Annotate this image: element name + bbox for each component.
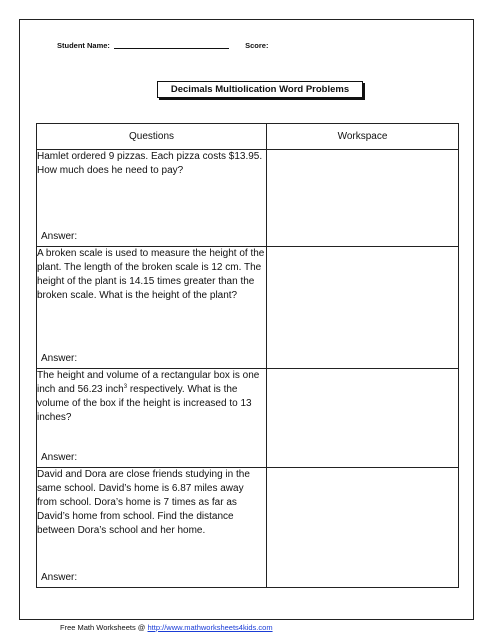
workspace-cell [267,150,459,247]
question-cell [37,468,267,588]
question-text: David and Dora are close friends studying in the same school. David’s home is 6.87 miles away from school. Dora’s home is 7 times as far as David’s home from school. Find the distance between Dora’s school and her home. [37,469,250,536]
table-row [37,369,459,468]
answer-label: Answer: [41,353,78,364]
answer-label: Answer: [41,231,78,242]
footer-prefix: Free Math Worksheets @ [60,623,148,632]
workspace-cell [267,369,459,468]
footer [60,623,273,632]
student-header [57,41,268,50]
questions-header: Questions [37,124,267,150]
workspace-cell [267,247,459,369]
student-name-blank [114,48,229,49]
question-cell [37,150,267,247]
question-cell [37,369,267,468]
workspace-cell [267,468,459,588]
table-row [37,150,459,247]
question-text: A broken scale is used to measure the height of the plant. The length of the broken scale is 12 cm. The height of the plant is 14.15 times greater than the broken scale. What is the height of the plant? [37,248,265,301]
answer-label: Answer: [41,572,78,583]
exponent: 3 [123,384,128,390]
worksheet-title: Decimals Multiolication Word Problems [157,81,363,98]
footer-link[interactable]: http://www.mathworksheets4kids.com [147,623,273,632]
answer-label: Answer: [41,452,78,463]
table-header-row [37,124,459,150]
score-label: Score: [245,41,269,50]
workspace-header: Workspace [267,124,459,150]
question-text: The height and volume of a rectangular box is one inch and 56.23 inch$^3$ respectively. What is the volume of the box if the height is increased to 13 inches? [37,370,260,423]
question-text: Hamlet ordered 9 pizzas. Each pizza costs $13.95. How much does he need to pay? [37,151,263,176]
worksheet-table [36,123,459,588]
question-cell [37,247,267,369]
student-name-label: Student Name: [57,41,110,50]
table-row [37,247,459,369]
table-row [37,468,459,588]
